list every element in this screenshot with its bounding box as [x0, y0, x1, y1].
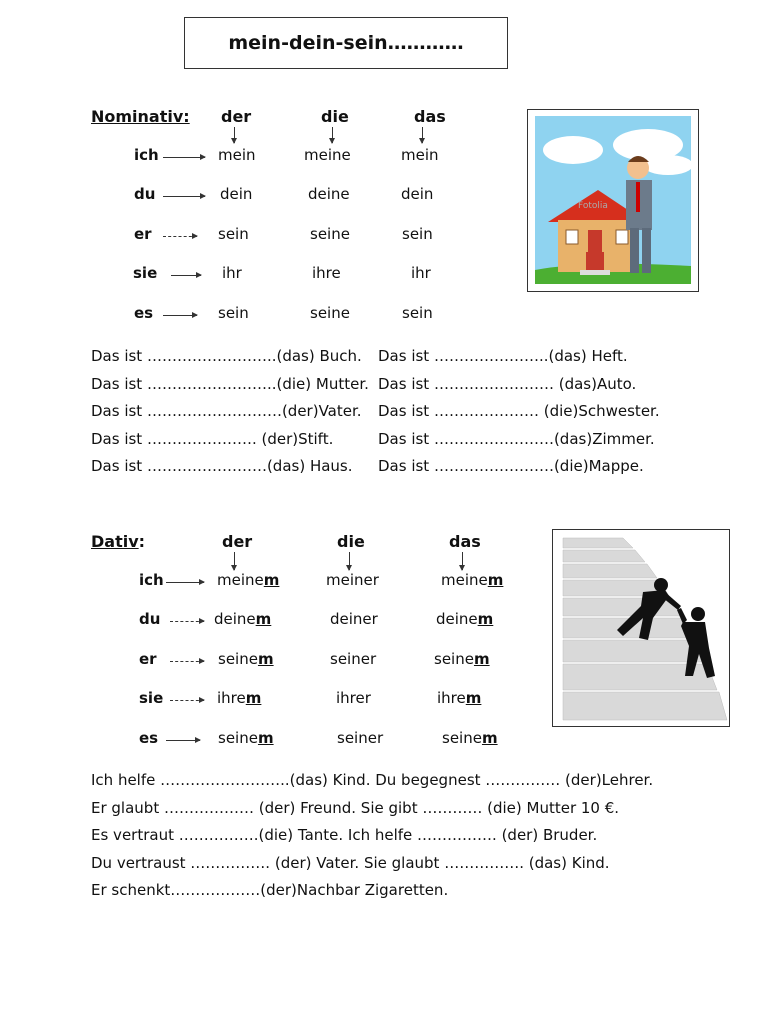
form-ending: m: [481, 729, 498, 747]
form-ending: m: [245, 689, 262, 707]
pronoun: er: [134, 225, 152, 243]
dativ-label: [91, 532, 145, 551]
dat-article-der: der: [222, 532, 253, 551]
form-stem: meine: [217, 571, 264, 589]
form-ending: m: [473, 650, 490, 668]
form-stem: deiner: [330, 610, 378, 628]
right-arrow-icon: [163, 157, 205, 158]
right-arrow-icon: [170, 661, 204, 662]
right-arrow-icon: [163, 236, 197, 237]
pronoun: es: [139, 729, 159, 747]
possessive-form: [218, 729, 274, 747]
title-text: mein-dein-sein…………: [228, 32, 464, 54]
sentence: Das ist ……………………(das) Haus.: [91, 457, 353, 475]
house-man-image: [527, 109, 699, 292]
pronoun: sie: [139, 689, 164, 707]
worksheet-title: [184, 17, 508, 69]
nom-article-das: das: [414, 107, 446, 126]
sentence: Er schenkt………………(der)Nachbar Zigaretten.: [91, 881, 449, 899]
form-stem: seine: [218, 650, 258, 668]
possessive-form: sein: [402, 304, 433, 322]
possessive-form: [330, 610, 378, 628]
down-arrow-icon: [332, 127, 333, 143]
down-arrow-icon: [462, 552, 463, 570]
form-stem: seiner: [330, 650, 377, 668]
nominativ-label: Nominativ:: [91, 107, 190, 126]
nominativ-sentences-right: [378, 343, 660, 481]
possessive-form: [326, 571, 379, 589]
possessive-form: [441, 571, 503, 589]
sentence: Das ist ………………………(der)Vater.: [91, 402, 362, 420]
form-ending: m: [487, 571, 504, 589]
pronoun: es: [134, 304, 154, 322]
possessive-form: ihre: [312, 264, 341, 282]
sentence: Es vertraut …………….(die) Tante. Ich helfe ……………. (der) Bruder.: [91, 826, 598, 844]
form-ending: m: [477, 610, 494, 628]
sentence: Ich helfe ……………………..(das) Kind. Du begegnest …………… (der)Lehrer.: [91, 771, 654, 789]
possessive-form: [437, 689, 481, 707]
pronoun: du: [139, 610, 161, 628]
sentence: Du vertraust ……………. (der) Vater. Sie glaubt ……………. (das) Kind.: [91, 853, 610, 872]
possessive-form: ihr: [411, 264, 431, 282]
sentence: Das ist ……………………..(die) Mutter.: [91, 374, 369, 393]
right-arrow-icon: [166, 582, 204, 583]
form-ending: m: [257, 729, 274, 747]
right-arrow-icon: [171, 275, 201, 276]
form-stem: seiner: [337, 729, 384, 747]
sentence: Das ist …………………..(das) Heft.: [378, 347, 628, 365]
possessive-form: [436, 610, 493, 628]
possessive-form: [217, 571, 279, 589]
possessive-form: mein: [218, 146, 256, 164]
possessive-form: [337, 729, 383, 747]
dativ-label-colon: :: [138, 532, 146, 551]
sentence: Das ist …………………… (das)Auto.: [378, 374, 637, 393]
dativ-sentences: [91, 767, 653, 905]
right-arrow-icon: [163, 315, 197, 316]
possessive-form: sein: [402, 225, 433, 243]
sentence: Das ist ……………………..(das) Buch.: [91, 347, 362, 365]
form-ending: m: [465, 689, 482, 707]
pronoun: er: [139, 650, 157, 668]
form-stem: seine: [434, 650, 474, 668]
sentence: Das ist ……………………(das)Zimmer.: [378, 429, 655, 448]
possessive-form: dein: [401, 185, 434, 203]
dativ-label-text: Dativ: [91, 532, 139, 551]
nom-article-der: der: [221, 107, 252, 126]
possessive-form: [330, 650, 376, 668]
dat-article-die: die: [337, 532, 365, 551]
possessive-form: mein: [401, 146, 439, 164]
watermark: Fotolia: [578, 201, 608, 211]
form-stem: meiner: [326, 571, 379, 589]
dat-article-das: das: [449, 532, 481, 551]
possessive-form: ihr: [222, 264, 242, 282]
form-stem: ihre: [437, 689, 466, 707]
sentence: Das ist ……………………(die)Mappe.: [378, 457, 644, 475]
right-arrow-icon: [170, 700, 204, 701]
possessive-form: [434, 650, 490, 668]
form-stem: seine: [442, 729, 482, 747]
right-arrow-icon: [166, 740, 200, 741]
pronoun: ich: [139, 571, 164, 589]
right-arrow-icon: [170, 621, 204, 622]
possessive-form: seine: [310, 304, 350, 322]
pronoun: sie: [133, 264, 158, 282]
possessive-form: [217, 689, 261, 707]
form-stem: deine: [214, 610, 256, 628]
possessive-form: [442, 729, 498, 747]
form-ending: m: [263, 571, 280, 589]
pronoun: ich: [134, 146, 159, 164]
form-stem: meine: [441, 571, 488, 589]
possessive-form: [336, 689, 371, 707]
possessive-form: sein: [218, 225, 249, 243]
stairs-image: [552, 529, 730, 727]
down-arrow-icon: [422, 127, 423, 143]
nominativ-sentences-left: [91, 343, 369, 481]
possessive-form: sein: [218, 304, 249, 322]
down-arrow-icon: [234, 552, 235, 570]
nom-article-die: die: [321, 107, 349, 126]
form-ending: m: [257, 650, 274, 668]
sentence: Das ist …………………. (der)Stift.: [91, 429, 334, 448]
form-stem: deine: [436, 610, 478, 628]
possessive-form: meine: [304, 146, 351, 164]
pronoun: du: [134, 185, 156, 203]
right-arrow-icon: [163, 196, 205, 197]
down-arrow-icon: [234, 127, 235, 143]
down-arrow-icon: [349, 552, 350, 570]
form-ending: m: [255, 610, 272, 628]
form-stem: ihre: [217, 689, 246, 707]
possessive-form: [218, 650, 274, 668]
sentence: Das ist ………………… (die)Schwester.: [378, 402, 660, 420]
possessive-form: [214, 610, 271, 628]
possessive-form: dein: [220, 185, 253, 203]
sentence: Er glaubt ……………… (der) Freund. Sie gibt ………… (die) Mutter 10 €.: [91, 798, 620, 817]
form-stem: ihrer: [336, 689, 371, 707]
possessive-form: deine: [308, 185, 350, 203]
possessive-form: seine: [310, 225, 350, 243]
form-stem: seine: [218, 729, 258, 747]
